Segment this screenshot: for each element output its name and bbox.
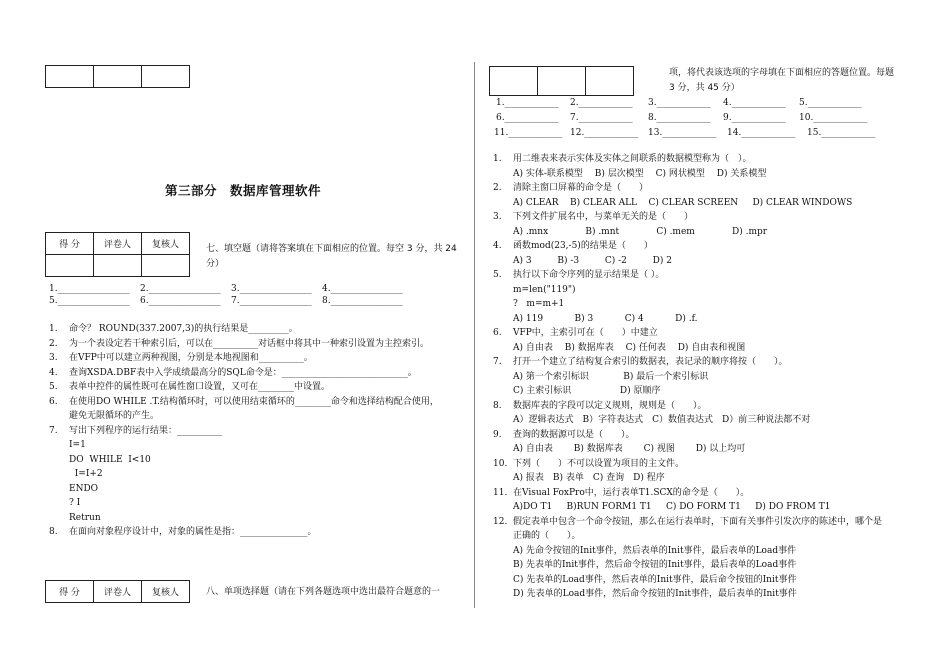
- answer-blank: 11.____________: [494, 128, 563, 138]
- mc-question-10: [493, 457, 913, 472]
- grader-label: 评卷人: [94, 581, 142, 603]
- question-text: 写出下列程序的运行结果：__________: [69, 425, 223, 436]
- question-number: 1.: [49, 324, 58, 334]
- grader-label: 评卷人: [94, 233, 142, 255]
- question-text: 数据库表的字段可以定义规则，规则是（ ）。: [513, 400, 707, 411]
- question-text: 为一个表设定若干种索引后，可以在__________对话框中将其中一种索引设置为主控索引。: [69, 338, 430, 349]
- question-number: 6.: [49, 396, 58, 407]
- options-line: C) 主索引标识 D) 原顺序: [513, 386, 661, 396]
- question-number: 8.: [49, 527, 58, 537]
- section8-blank-row: [494, 126, 875, 140]
- question-6: [49, 395, 439, 410]
- answer-blank: 12.____________: [570, 128, 639, 138]
- code-line: DO WHILE I<10: [69, 454, 151, 465]
- mc-question-11: [493, 486, 913, 501]
- mc-question-12: [493, 515, 913, 530]
- section7-heading: 七、填空题（请将答案填在下面相应的位置。每空 3 分，共 24 分）: [206, 244, 457, 269]
- code-line: Retrun: [69, 512, 101, 523]
- question-text: 清除主窗口屏幕的命令是（ ）: [513, 183, 649, 193]
- question-1: [49, 322, 439, 337]
- reviewer-label: 复核人: [142, 581, 190, 603]
- question-text: 表单中控件的属性既可在属性窗口设置，又可在________中设置。: [69, 382, 331, 392]
- reviewer-label: 复核人: [142, 233, 190, 255]
- options-line: A) 119 B) 3 C) 4 D) .f.: [513, 313, 698, 324]
- table-cell: [94, 66, 142, 88]
- mc-question-7: [493, 355, 913, 370]
- question-number: 5.: [493, 270, 502, 280]
- answer-blank: 13.____________: [648, 128, 717, 138]
- option-a: A) 先命令按钮的Init事件，然后表单的Init事件，最后表单的Load事件: [513, 545, 797, 556]
- section8-questions: [493, 152, 913, 602]
- code-line: m=len("119"): [513, 284, 576, 295]
- code-line: I=I+2: [69, 469, 103, 479]
- answer-blank: 9.____________: [723, 113, 786, 123]
- grader-cell: [94, 255, 142, 277]
- mc-question-8: [493, 399, 913, 414]
- question-number: 4.: [49, 367, 58, 378]
- question-6-cont: 避免无限循环的产生。: [69, 411, 160, 421]
- question-number: 5.: [49, 382, 58, 392]
- score-label: 得 分: [46, 581, 94, 603]
- question-number: 12.: [493, 516, 508, 527]
- mc-question-5: [493, 268, 913, 283]
- table-cell: [538, 67, 586, 96]
- section7-blank-row: [49, 294, 403, 308]
- question-number: 1.: [493, 154, 502, 164]
- table-cell: [142, 66, 190, 88]
- section8-blank-row: [496, 111, 867, 125]
- question-number: 9.: [493, 429, 502, 440]
- question-text: 在面向对象程序设计中，对象的属性是指：_______________。: [69, 527, 317, 537]
- option-d: D) 先表单的Load事件，然后命令按钮的Init事件，最后表单的Init事件: [513, 589, 797, 599]
- section8-blank-row: [496, 96, 862, 110]
- code-line: I=1: [69, 440, 86, 450]
- options-line: A）逻辑表达式 B）字符表达式 C）数值表达式 D）前三种说法都不对: [513, 415, 811, 425]
- table-cell: [46, 66, 94, 88]
- mc-question-6: [493, 326, 913, 341]
- question-text: 在使用DO WHILE .T.结构循环时，可以使用结束循环的________命令和选择结构配合使用，: [69, 396, 439, 407]
- answer-blank: 5.________________: [49, 296, 130, 306]
- section7-questions: [49, 322, 439, 540]
- answer-blank: 1.____________: [496, 98, 559, 108]
- answer-blank: 7.________________: [231, 296, 312, 306]
- options-line: A) 自由表 B) 数据库表 C) 视图 D) 以上均可: [513, 444, 746, 454]
- question-5: [49, 380, 439, 395]
- question-text: 执行以下命令序列的显示结果是（ ）。: [513, 270, 665, 280]
- question-number: 6.: [493, 328, 502, 338]
- answer-blank: 6.________________: [140, 296, 221, 306]
- heading-line: 3 分，共 45 分）: [669, 83, 740, 93]
- options-line: A) 3 B) -3 C) -2 D) 2: [513, 255, 672, 266]
- question-text: 函数mod(23,-5)的结果是（ ）: [513, 241, 653, 251]
- top-right-score-table: [489, 66, 634, 96]
- answer-blank: 4.____________: [723, 98, 786, 108]
- question-text: 在Visual FoxPro中，运行表单T1.SCX的命令是（ ）。: [513, 487, 750, 498]
- section7-score-table: [45, 232, 190, 277]
- column-divider: [474, 62, 475, 608]
- table-cell: [586, 67, 634, 96]
- question-number: 3.: [49, 353, 58, 363]
- answer-blank: 3.____________: [648, 98, 711, 108]
- options-line: A) CLEAR B) CLEAR ALL C) CLEAR SCREEN D) CLEAR WINDOWS: [513, 197, 853, 208]
- options-line: A) 第一个索引标识 B) 最后一个索引标识: [513, 371, 709, 382]
- question-number: 2.: [493, 183, 502, 193]
- answer-blank: 5.____________: [799, 98, 862, 108]
- section8-heading-cont: [669, 66, 909, 96]
- mc-question-9: [493, 428, 913, 443]
- option-c: C) 先表单的Load事件，然后表单的Init事件，最后命令按钮的Init事件: [513, 574, 797, 585]
- options-line: A) 报表 B) 表单 C) 查询 D) 程序: [513, 473, 665, 483]
- question-text: VFP中，主索引可在（ ）中建立: [513, 328, 658, 338]
- mc-question-4: [493, 239, 913, 254]
- answer-blank: 4.________________: [322, 284, 403, 294]
- options-line: A) 自由表 B) 数据库表 C) 任何表 D) 自由表和视图: [513, 342, 746, 353]
- question-text: 用二维表来表示实体及实体之间联系的数据模型称为（ ）。: [513, 154, 752, 164]
- code-line: ? m=m+1: [513, 299, 565, 309]
- score-label: 得 分: [46, 233, 94, 255]
- question-number: 7.: [49, 425, 58, 436]
- options-line: A)DO T1 B)RUN FORM1 T1 C) DO FORM T1 D) DO FROM T1: [513, 502, 831, 512]
- section8-heading: 八、单项选择题（请在下列各题选项中选出最符合题意的一: [206, 587, 441, 597]
- answer-blank: 2.____________: [570, 98, 633, 108]
- options-line: A) .mnx B) .mnt C) .mem D) .mpr: [513, 226, 768, 237]
- question-number: 11.: [493, 487, 508, 498]
- question-4: [49, 366, 439, 381]
- question-text: 查询XSDA.DBF表中入学成绩最高分的SQL命令是：____________________________。: [69, 367, 417, 378]
- answer-blank: 10.____________: [799, 113, 868, 123]
- code-line: ? I: [69, 498, 81, 508]
- mc-question-2: [493, 181, 913, 196]
- answer-blank: 14.____________: [727, 128, 796, 138]
- score-cell: [46, 255, 94, 277]
- answer-blank: 8.____________: [648, 113, 711, 123]
- question-text: 下列文件扩展名中，与菜单无关的是（ ）: [513, 212, 694, 222]
- part-title: 第三部分 数据库管理软件: [165, 183, 322, 198]
- answer-blank: 6.____________: [496, 113, 559, 123]
- section8-score-table: [45, 580, 190, 603]
- table-cell: [490, 67, 538, 96]
- question-3: [49, 351, 439, 366]
- question-text-cont: 正确的（ ）。: [513, 531, 581, 541]
- question-text: 查询的数据源可以是（ ）。: [513, 429, 635, 440]
- question-2: [49, 337, 439, 352]
- question-number: 4.: [493, 241, 502, 251]
- answer-blank: 3.________________: [231, 284, 312, 294]
- answer-blank: 7.____________: [570, 113, 633, 123]
- answer-blank: 1.________________: [49, 284, 130, 294]
- mc-question-3: [493, 210, 913, 225]
- question-number: 10.: [493, 458, 508, 469]
- question-text: 打开一个建立了结构复合索引的数据表，表记录的顺序将按（ ）。: [513, 357, 788, 367]
- question-number: 3.: [493, 212, 502, 222]
- question-text: 假定表单中包含一个命令按钮，那么在运行表单时，下面有关事件引发次序的陈述中，哪个是: [513, 516, 883, 527]
- mc-question-1: [493, 152, 913, 167]
- answer-blank: 15.____________: [807, 128, 876, 138]
- heading-line: 项，将代表该选项的字母填在下面相应的答题位置。每题: [669, 68, 895, 78]
- option-b: B) 先表单的Init事件，然后命令按钮的Init事件，最后表单的Load事件: [513, 560, 797, 570]
- question-text: 在VFP中可以建立两种视图，分别是本地视图和__________。: [69, 353, 313, 363]
- reviewer-cell: [142, 255, 190, 277]
- top-left-score-table: [45, 65, 190, 88]
- question-7: [49, 424, 439, 439]
- code-line: ENDO: [69, 483, 99, 494]
- question-number: 7.: [493, 357, 502, 367]
- question-number: 2.: [49, 338, 58, 349]
- question-text: 下列（ ）不可以设置为项目的主文件。: [513, 458, 685, 469]
- answer-blank: 8.________________: [322, 296, 403, 306]
- options-line: A) 实体-联系模型 B) 层次模型 C) 网状模型 D) 关系模型: [513, 168, 767, 179]
- question-8: [49, 525, 439, 540]
- question-text: 命令？ ROUND(337.2007,3)的执行结果是_________。: [69, 324, 298, 334]
- question-number: 8.: [493, 400, 502, 411]
- answer-blank: 2.________________: [140, 284, 221, 294]
